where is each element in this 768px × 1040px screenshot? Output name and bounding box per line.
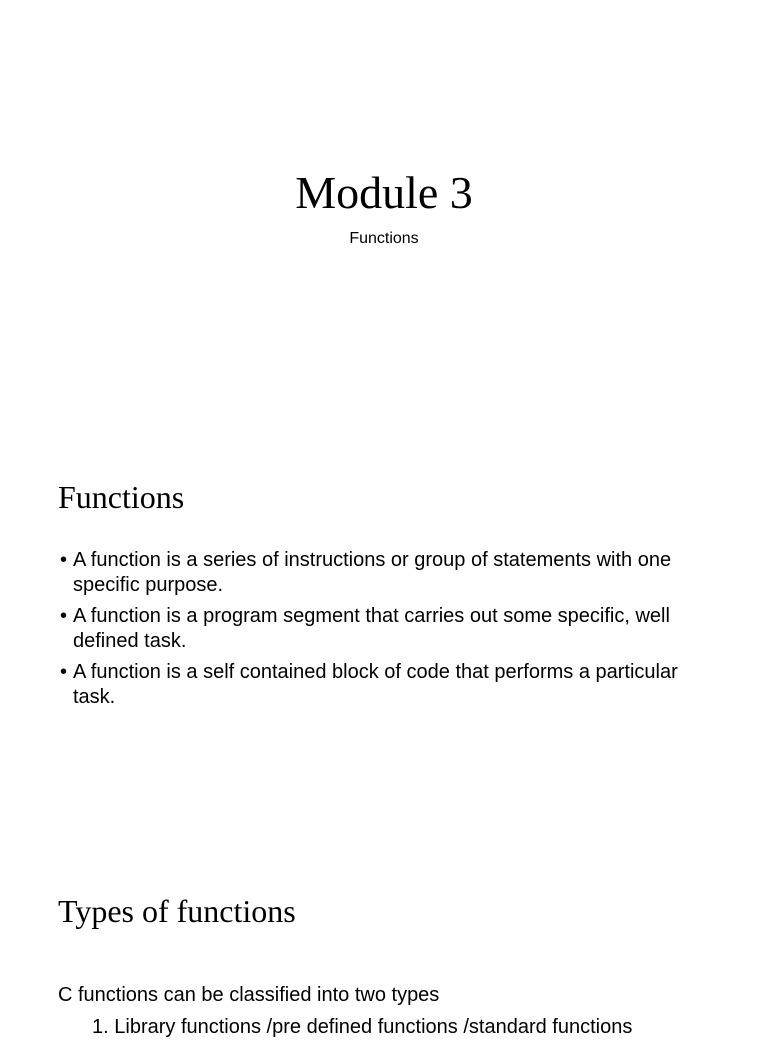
bullet-text: A function is a series of instructions or group of statements with one specific purpose. [73, 549, 672, 596]
slide-subtitle: Functions [349, 230, 419, 247]
bullet-text: A function is a self contained block of code that performs a particular task. [73, 661, 678, 708]
functions-slide [0, 400, 768, 840]
bullet-item [58, 660, 718, 710]
title-slide [0, 0, 768, 400]
bullet-list [58, 548, 718, 716]
bullet-text: A function is a program segment that carries out some specific, well defined task. [73, 605, 670, 652]
list-text: Library functions /pre defined functions /standard functions [114, 1016, 633, 1038]
slide-title: Module 3 [295, 167, 473, 218]
slide-heading: Functions [58, 479, 185, 515]
bullet-marker: • [60, 605, 68, 627]
bullet-marker: • [60, 661, 68, 683]
bullet-item [58, 604, 718, 654]
list-number: 1. [92, 1016, 109, 1038]
bullet-item [58, 548, 718, 598]
types-slide [0, 840, 768, 1038]
bullet-marker: • [60, 549, 68, 571]
slide-heading: Types of functions [58, 893, 296, 929]
body-text: C functions can be classified into two types [58, 984, 440, 1006]
numbered-item [92, 1015, 632, 1040]
